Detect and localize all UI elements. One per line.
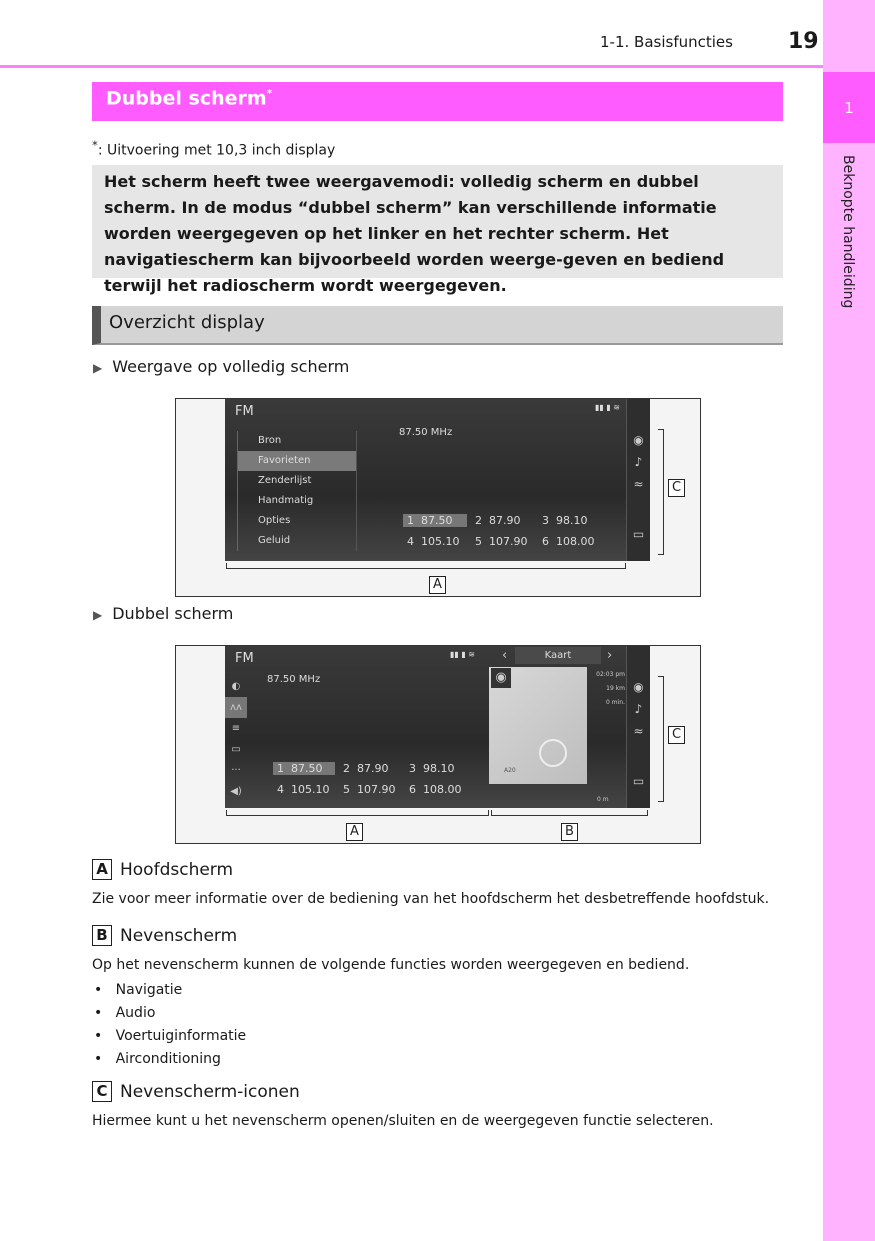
- item-b-heading: [92, 925, 237, 946]
- preset-1[interactable]: 1 87.50: [403, 514, 467, 527]
- key-c: C: [92, 1081, 112, 1102]
- footnote-text: : Uitvoering met 10,3 inch display: [97, 142, 336, 159]
- callout-b: B: [561, 823, 578, 841]
- navigation-icon[interactable]: ◉: [491, 668, 511, 688]
- header-divider: [0, 65, 823, 68]
- item-b-description: Op het nevenscherm kunnen de volgende functies worden weergegeven en bediend.: [92, 957, 690, 973]
- music-icon[interactable]: ♪: [634, 702, 643, 716]
- dual-screen-icon[interactable]: ▭: [632, 527, 645, 541]
- list-item: • Voertuiginformatie: [94, 1028, 247, 1044]
- status-icons: ▮▮ ▮ ≋: [595, 403, 620, 412]
- menu-item-zenderlijst[interactable]: Zenderlijst: [258, 475, 312, 486]
- title-asterisk: *: [266, 87, 273, 100]
- bullet-label: Weergave op volledig scherm: [112, 357, 350, 376]
- menu-item-bron[interactable]: Bron: [258, 435, 282, 446]
- climate-icon[interactable]: ≈: [633, 724, 644, 738]
- bracket-a: [226, 810, 489, 816]
- navigation-icon[interactable]: ◉: [633, 433, 644, 447]
- full-screen-figure: [175, 398, 701, 597]
- music-icon[interactable]: ♪: [634, 455, 643, 469]
- menu: [237, 431, 357, 551]
- preset-3[interactable]: 3 98.10: [542, 514, 588, 527]
- menu-item-geluid[interactable]: Geluid: [258, 535, 291, 546]
- bracket-c: [658, 429, 664, 555]
- chapter-label: Beknopte handleiding: [840, 155, 856, 309]
- next-arrow-icon[interactable]: ›: [607, 648, 613, 663]
- map-scale: 0 m: [597, 796, 609, 803]
- triangle-icon: ▶: [93, 361, 103, 375]
- footnote: [92, 138, 335, 159]
- remaining-time: 0 min.: [606, 699, 625, 706]
- function-list: [94, 979, 246, 1071]
- list-item: • Navigatie: [94, 982, 183, 998]
- bracket-c: [658, 676, 664, 802]
- screen-full: [225, 399, 650, 561]
- menu-item-favorieten[interactable]: Favorieten: [238, 451, 356, 471]
- navigation-icon[interactable]: ◉: [633, 680, 644, 694]
- route-info: [591, 668, 625, 710]
- preset-4[interactable]: 4 105.10: [277, 783, 330, 796]
- preset-6[interactable]: 6 108.00: [542, 535, 595, 548]
- bullet-dual-screen: [93, 604, 233, 623]
- dual-screen-icon[interactable]: ▭: [632, 774, 645, 788]
- menu-item-handmatig[interactable]: Handmatig: [258, 495, 314, 506]
- bullet-full-screen: [93, 357, 349, 376]
- compact-menu: [225, 676, 247, 802]
- item-title: Nevenscherm-iconen: [120, 1081, 300, 1102]
- source-icon[interactable]: ◐: [231, 681, 241, 692]
- footnote-mark: *: [92, 138, 98, 152]
- source-label: FM: [235, 404, 254, 419]
- page-number: 19: [788, 29, 819, 54]
- item-c-heading: [92, 1081, 300, 1102]
- screen-dual: [225, 646, 650, 808]
- key-b: B: [92, 925, 112, 946]
- section-title: 1-1. Basisfuncties: [600, 33, 733, 51]
- frequency: 87.50 MHz: [267, 674, 321, 685]
- preset-5[interactable]: 5 107.90: [475, 535, 528, 548]
- favorites-icon[interactable]: ᴧᴧ: [225, 697, 247, 718]
- options-icon[interactable]: ···: [231, 765, 241, 776]
- overview-heading: Overzicht display: [92, 306, 783, 345]
- callout-a: A: [346, 823, 363, 841]
- page-title: [92, 82, 783, 121]
- chapter-tab[interactable]: [823, 72, 875, 143]
- prev-arrow-icon[interactable]: ‹: [502, 648, 508, 663]
- preset-5[interactable]: 5 107.90: [343, 783, 396, 796]
- status-icons: ▮▮ ▮ ≋: [450, 650, 475, 659]
- preset-1[interactable]: 1 87.50: [273, 762, 335, 775]
- climate-icon[interactable]: ≈: [633, 477, 644, 491]
- key-a: A: [92, 859, 112, 880]
- item-c-description: Hiermee kunt u het nevenscherm openen/sluiten en de weergegeven functie selecteren.: [92, 1113, 714, 1129]
- preset-2[interactable]: 2 87.90: [475, 514, 521, 527]
- frequency: 87.50 MHz: [399, 427, 453, 438]
- item-a-description: Zie voor meer informatie over de bediening van het hoofdscherm het desbetreffende hoofdstuk.: [92, 891, 770, 907]
- remaining-distance: 19 km: [606, 685, 625, 692]
- sub-screen-icons: [626, 399, 650, 561]
- list-item: • Audio: [94, 1005, 156, 1021]
- item-title: Hoofdscherm: [120, 859, 234, 880]
- triangle-icon: ▶: [93, 608, 103, 622]
- callout-c: C: [668, 479, 685, 497]
- manual-icon[interactable]: ▭: [231, 744, 241, 755]
- item-a-heading: [92, 859, 233, 880]
- sub-screen-icons: [626, 646, 650, 808]
- preset-4[interactable]: 4 105.10: [407, 535, 460, 548]
- menu-item-opties[interactable]: Opties: [258, 515, 291, 526]
- callout-a: A: [429, 576, 446, 594]
- preset-2[interactable]: 2 87.90: [343, 762, 389, 775]
- list-item: • Airconditioning: [94, 1051, 221, 1067]
- item-title: Nevenscherm: [120, 925, 238, 946]
- vehicle-position-icon: [539, 739, 567, 767]
- sub-screen-title: Kaart: [515, 647, 601, 664]
- road-label: A20: [504, 767, 516, 774]
- callout-c: C: [668, 726, 685, 744]
- bracket-a: [226, 563, 626, 569]
- intro-box: Het scherm heeft twee weergavemodi: volledig scherm en dubbel scherm. In de modus “dubbel scherm” kan verschillende informatie worden weergegeven op het linker en het rechter scherm. Het navigatiescherm kan bijvoorbeeld worden weerge-geven en bediend terwijl het radioscherm wordt weergegeven.: [92, 165, 783, 278]
- station-list-icon[interactable]: ≡: [231, 723, 241, 734]
- dual-screen-figure: [175, 645, 701, 844]
- bracket-b: [491, 810, 648, 816]
- bullet-label: Dubbel scherm: [112, 604, 234, 623]
- sound-icon[interactable]: ◀): [230, 786, 242, 797]
- arrival-time: 02:03 pm: [596, 671, 625, 678]
- chapter-number: 1: [844, 98, 854, 117]
- preset-6[interactable]: 6 108.00: [409, 783, 462, 796]
- title-text: Dubbel scherm: [106, 87, 267, 110]
- preset-3[interactable]: 3 98.10: [409, 762, 455, 775]
- source-label: FM: [235, 651, 254, 666]
